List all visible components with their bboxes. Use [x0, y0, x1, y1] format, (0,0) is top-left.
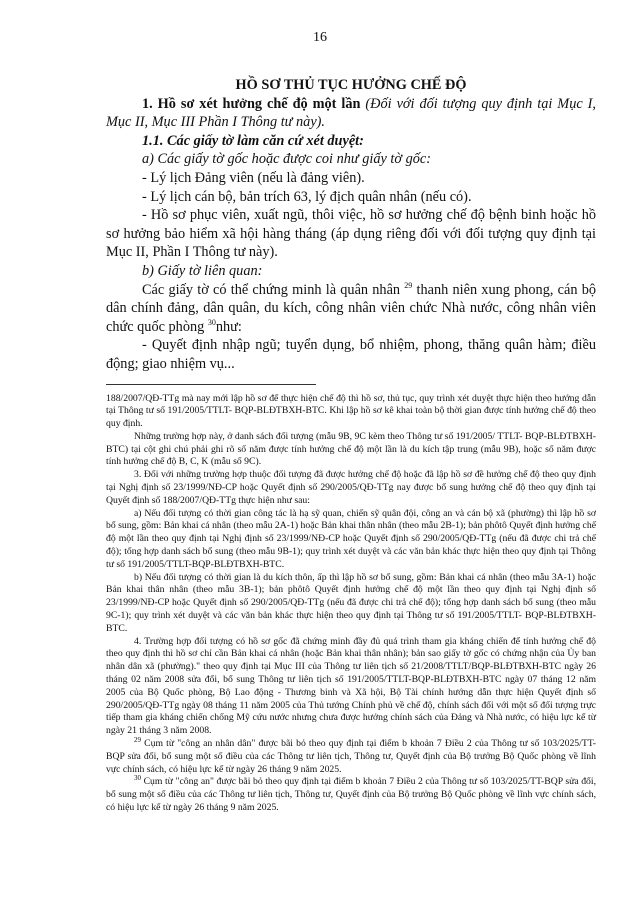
footnote-paragraph: 3. Đối với những trường hợp thuộc đối tượng đã được hưởng chế độ hoặc đã lập hồ sơ đề hưởng chế độ theo quy định tại Nghị định số 23/1999/NĐ-CP hoặc Quyết định số 290/2005/QĐ-TTg nay được bổ sung hưởng chế độ theo quy định tại Quyết định số 188/2007/QĐ-TTg thực hiện như sau: [106, 469, 596, 506]
item-a-2: - Lý lịch cán bộ, bản trích 63, lý địch quân nhân (nếu có). [142, 188, 472, 205]
section-1-1-heading-text: 1.1. Các giấy tờ làm căn cứ xét duyệt: [142, 132, 364, 149]
item-b-text-1: Các giấy tờ có thể chứng minh là quân nhân [142, 281, 401, 298]
footnote-30 [106, 776, 596, 814]
footnote-29 [106, 735, 596, 776]
footnote-ref-30[interactable]: 30 [207, 317, 216, 327]
item-a-1: - Lý lịch Đảng viên (nếu là đảng viên). [142, 169, 365, 186]
item-b-text-3: như: [215, 318, 242, 335]
footnotes [106, 393, 596, 815]
section-1-1-heading [106, 132, 596, 151]
page-number: 16 [313, 30, 327, 45]
footnote-paragraph: Những trường hợp này, ở danh sách đối tượng (mẫu 9B, 9C kèm theo Thông tư số 191/2005/ TTLT- BQP-BLĐTBXH-BTC) tại cột ghi chú phải ghi rõ số năm được tính hưởng chế độ một lần là du kích tập trung (mẫu 9B), hoặc số năm được tính hưởng chế độ B, C, K (mẫu số 9C). [106, 430, 596, 468]
footnote-paragraph: a) Nếu đối tượng có thời gian công tác là hạ sỹ quan, chiến sỹ quân đội, công an và cán bộ xã (phường) thì lập hồ sơ bổ sung, gồm: Bản khai cá nhân (theo mẫu 2A-1) hoặc Bản khai thân nhân (theo mẫu 2B-1); bản phôtô Quyết định hưởng chế độ một lần theo quy định tại Nghị định số 23/1999/NĐ-CP hoặc Quyết định số 290/2005/QĐ-TTg (nếu đã được chi trả chế độ); tổng hợp danh sách bổ sung (theo mẫu 9B-1); quy trình xét duyệt và các văn bản khác thực hiện theo quy định tại Thông tư số 191/2005/TTLT-BQP-BLĐTBXH-BTC. [106, 507, 596, 570]
footnote-ref-29[interactable]: 29 [404, 280, 413, 290]
item-a-heading-text: a) Các giấy tờ gốc hoặc được coi như giấy tờ gốc: [142, 151, 432, 168]
footnote-29-mark: 29 [134, 735, 141, 744]
item-b-paragraph [106, 281, 596, 337]
footnote-30-mark: 30 [134, 774, 141, 783]
footnote-29-text: Cụm từ "công an nhân dân" được bãi bỏ theo quy định tại điểm b khoản 7 Điều 2 của Thông tư số 103/2025/TT-BQP sửa đổi, bổ sung một số điều của các Thông tư liên tịch, Thông tư, Quyết định của Bộ trưởng Bộ Quốc phòng về lĩnh vực chính sách, có hiệu lực kể từ ngày 26 tháng 9 năm 2025. [106, 738, 596, 775]
item-b-heading-text: b) Giấy tờ liên quan: [142, 262, 263, 279]
item-a-heading [106, 150, 596, 169]
item-b-text-2: thanh niên xung phong, cán bộ dân chính đảng, dân quân, du kích, công nhân viên chức Nhà nước, công nhân viên chức quốc phòng [106, 281, 596, 335]
item-a-3: - Hồ sơ phục viên, xuất ngũ, thôi việc, hồ sơ hưởng chế độ bệnh binh hoặc hồ sơ hưởng bảo hiểm xã hội hàng tháng (áp dụng riêng đối với đối tượng quy định tại Mục II, Phần I Thông tư này). [106, 207, 596, 261]
footnote-30-text: Cụm từ "công an" được bãi bỏ theo quy định tại điểm b khoản 7 Điều 2 của Thông tư số 103/2025/TT-BQP sửa đổi, bổ sung một số điều của các Thông tư liên tịch, Thông tư, Quyết định của Bộ trưởng Bộ Quốc phòng về lĩnh vực chính sách, có hiệu lực kể từ ngày 26 tháng 9 năm 2025. [106, 776, 597, 813]
document-body [106, 72, 596, 815]
section-1-heading [106, 95, 596, 132]
footnote-paragraph: 4. Trường hợp đối tượng có hồ sơ gốc đã chứng minh đầy đủ quá trình tham gia kháng chiến để tính hưởng chế độ theo quy định thì hồ sơ chỉ cần Bản khai cá nhân (hoặc Bản khai thân nhân); bản sao giấy tờ gốc có chứng nhận của Ủy ban nhân dân xã (phường)." theo quy định tại Mục III của Thông tư liên tịch số 21/2008/TTLT/BQP-BLĐTBXH-BTC ngày 26 tháng 02 năm 2008 sửa đổi, bổ sung Thông tư liên tịch số 191/2005/TTLT-BQP-BLĐTBXH-BTC ngày 07 tháng 12 năm 2005 của Bộ Quốc phòng, Bộ Lao động - Thương binh và Xã hội, Bộ Tài chính hướng dẫn thực hiện Quyết định số 290/2005/QĐ-TTg ngày 08 tháng 11 năm 2005 của Thủ tướng Chính phủ về chế độ, chính sách đối với một số đối tượng trực tiếp tham gia kháng chiến chống Mỹ cứu nước nhưng chưa được hưởng chính sách của Đảng và Nhà nước, có hiệu lực kể từ ngày 21 tháng 3 năm 2008. [106, 635, 596, 737]
footnote-paragraph: b) Nếu đối tượng có thời gian là du kích thôn, ấp thì lập hồ sơ bổ sung, gồm: Bản khai cá nhân (theo mẫu 3A-1) hoặc Bản khai thân nhân (theo mẫu 3B-1); bản phôtô Quyết định hưởng chế độ một lần theo quy định tại Nghị định số 23/1999/NĐ-CP hoặc Quyết định số 290/2005/QĐ-TTg (nếu đã được chi trả chế độ); tổng hợp danh sách bổ sung (theo mẫu 9C-1); quy trình xét duyệt và các văn bản khác thực hiện theo quy định tại Thông tư số 191/2005/TTLT- BQP-BLĐTBXH-BTC. [106, 571, 596, 634]
item-b-heading [106, 262, 596, 281]
footnote-separator [106, 384, 316, 385]
item-b-1: - Quyết định nhập ngũ; tuyển dụng, bổ nhiệm, phong, thăng quân hàm; điều động; giao nhiệm vụ... [106, 337, 596, 372]
footnote-continuation: 188/2007/QĐ-TTg mà nay mới lập hồ sơ để thực hiện chế độ thì hồ sơ, thủ tục, quy trình xét duyệt thực hiện theo hướng dẫn tại Thông tư số 191/2005/TTLT- BQP-BLĐTBXH-BTC. Khi lập hồ sơ kê khai toàn bộ thời gian được tính hưởng chế độ theo quy định. [106, 392, 596, 430]
section-1-note: (Đối với đối tượng quy định tại Mục I, Mục II, Mục III Phần I Thông tư này). [106, 95, 596, 131]
page-title: HỒ SƠ THỦ TỤC HƯỞNG CHẾ ĐỘ [235, 77, 467, 93]
section-1-heading-text: 1. Hồ sơ xét hưởng chế độ một lần [142, 95, 361, 112]
